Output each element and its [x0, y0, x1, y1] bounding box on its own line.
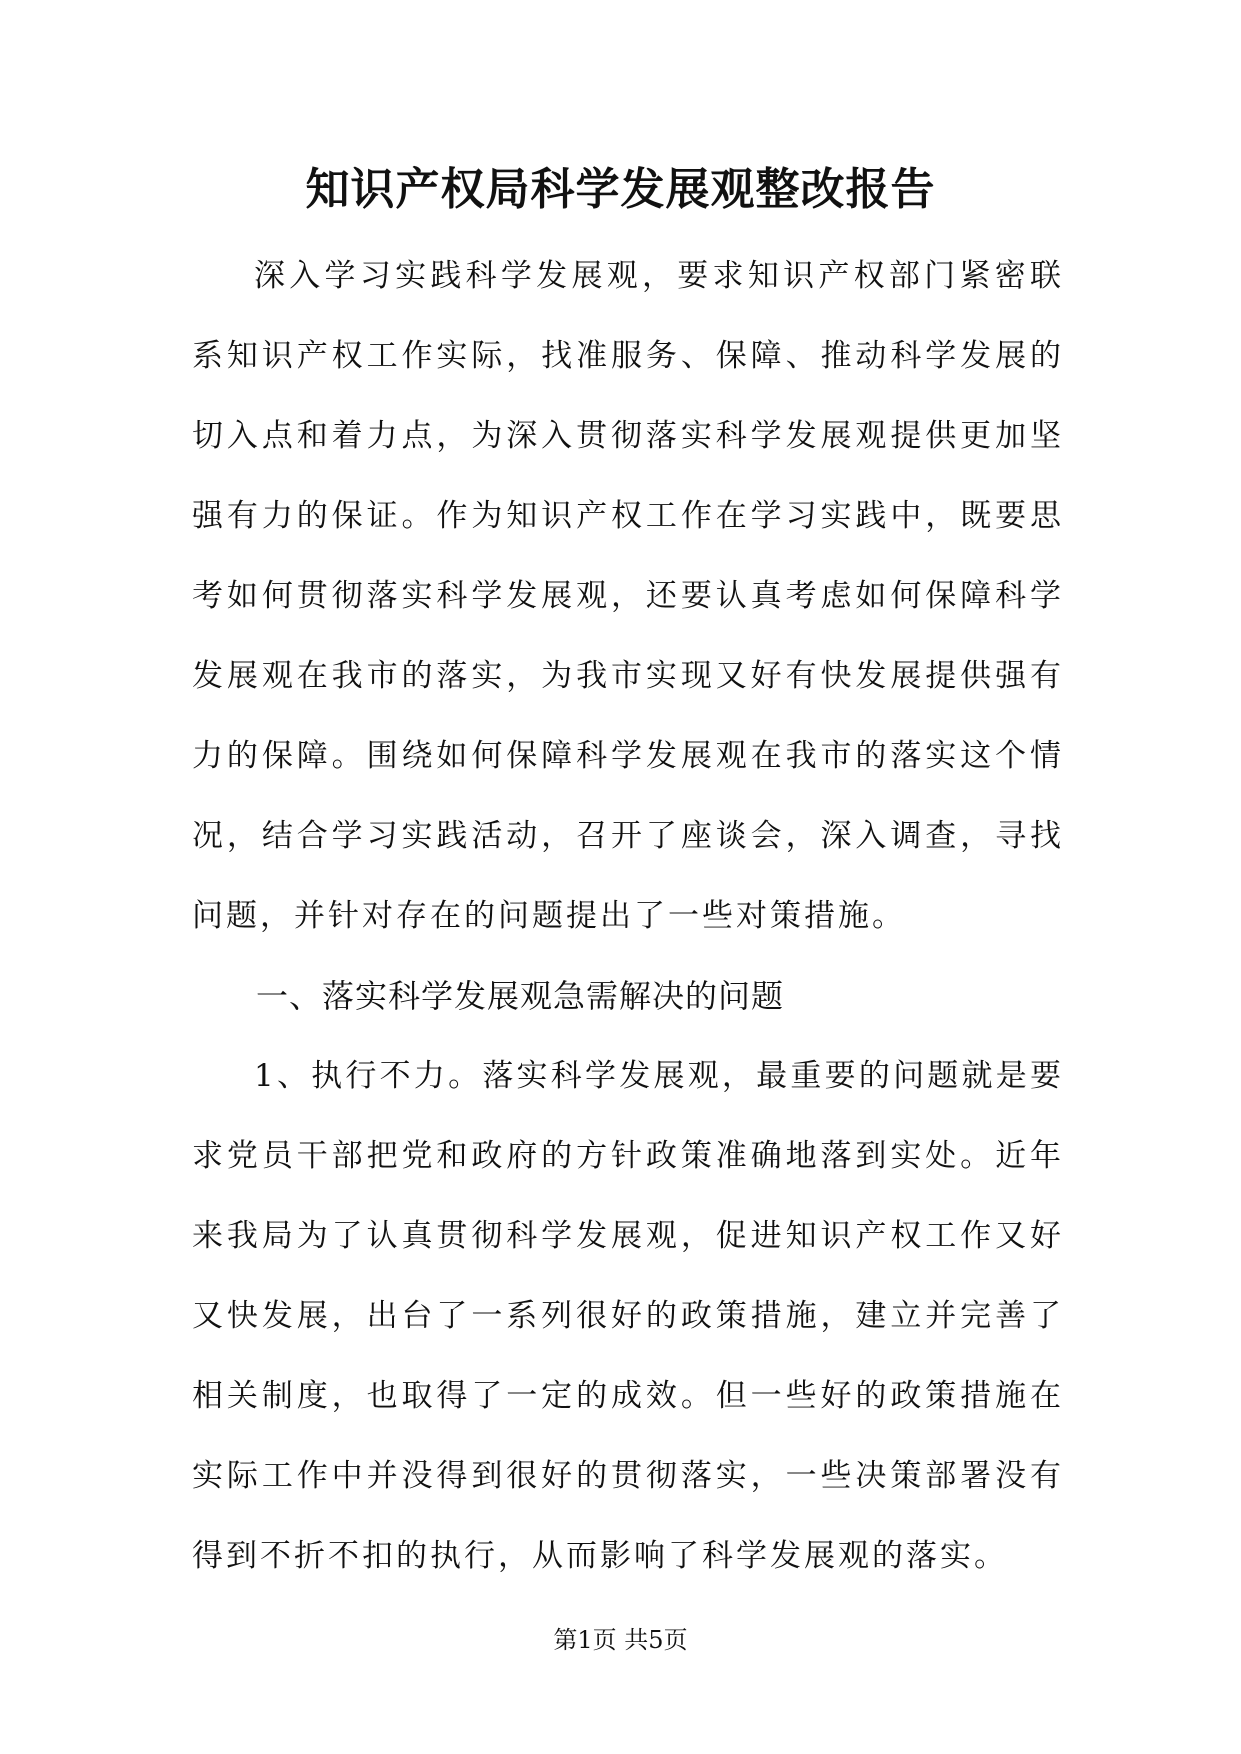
section-heading: 一、落实科学发展观急需解决的问题	[256, 977, 785, 1015]
document-body	[192, 236, 1064, 1596]
document-title: 知识产权局科学发展观整改报告	[305, 164, 936, 215]
intro-paragraph: 深入学习实践科学发展观，要求知识产权部门紧密联系知识产权工作实际，找准服务、保障、推动科学发展的切入点和着力点，为深入贯彻落实科学发展观提供更加坚强有力的保证。作为知识产权工作在学习实践中，既要思考如何贯彻落实科学发展观，还要认真考虑如何保障科学发展观在我市的落实，为我市实现又好有快发展提供强有力的保障。围绕如何保障科学发展观在我市的落实这个情况，结合学习实践活动，召开了座谈会，深入调查，寻找问题，并针对存在的问题提出了一些对策措施。	[192, 258, 1064, 934]
page-number-footer: 第1页 共5页	[553, 1626, 688, 1654]
section-paragraph: 1、执行不力。落实科学发展观，最重要的问题就是要求党员干部把党和政府的方针政策准确地落到实处。近年来我局为了认真贯彻科学发展观，促进知识产权工作又好又快发展，出台了一系列很好的政策措施，建立并完善了相关制度，也取得了一定的成效。但一些好的政策措施在实际工作中并没得到很好的贯彻落实，一些决策部署没有得到不折不扣的执行，从而影响了科学发展观的落实。	[192, 1058, 1064, 1574]
